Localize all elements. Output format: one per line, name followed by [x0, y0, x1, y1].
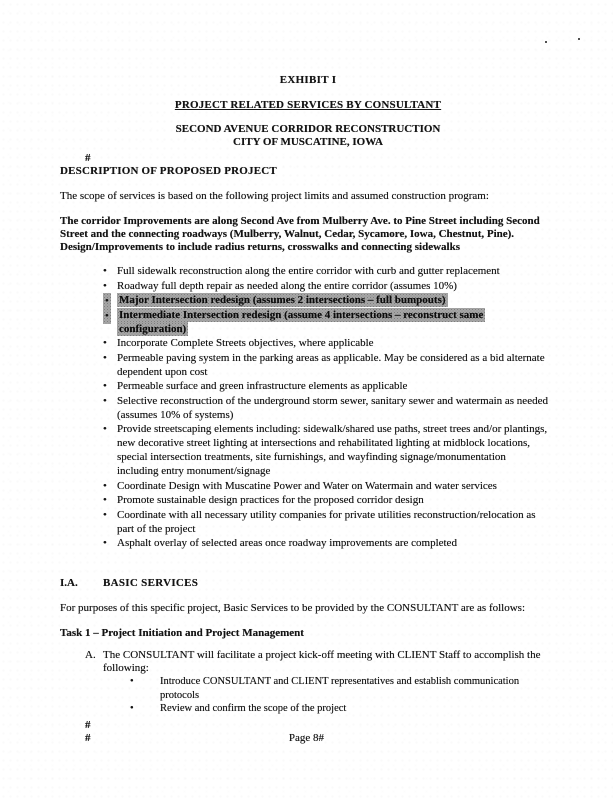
- exhibit-label: EXHIBIT I: [279, 74, 337, 86]
- hash-mark: #: [85, 732, 91, 744]
- page-number: Page 8#: [288, 732, 325, 744]
- project-scope-bullet-list: [102, 264, 550, 550]
- hash-mark: #: [85, 719, 91, 731]
- basic-services-intro-paragraph: For purposes of this specific project, Basic Services to be provided by the CONSULTANT are as follows:: [60, 602, 526, 614]
- document-subtitle: [60, 123, 556, 149]
- kickoff-meeting-sub-bullet-list: [130, 675, 526, 716]
- bullet-item-highlighted: • Major Intersection redesign (assumes 2 intersections – full bumpouts): [102, 293, 550, 307]
- bullet-item: • Permeable paving system in the parking areas as applicable. May be considered as a bid alternate dependent upon cost: [102, 351, 550, 379]
- bullet-item: • Roadway full depth repair as needed along the entire corridor (assumes 10%): [102, 279, 550, 293]
- bullet-item: • Provide streetscaping elements including: sidewalk/shared use paths, street trees and/or plantings, new decorative street lighting at intersections and rehabilitated lighting at midblock locations, special intersection treatments, site furnishings, and wayfinding signage/monumentation including entry monument/signage: [102, 422, 550, 478]
- bullet-item-highlighted: • Intermediate Intersection redesign (assume 4 intersections – reconstruct same configuration): [102, 308, 550, 336]
- bullet-item: • Asphalt overlay of selected areas once roadway improvements are completed: [102, 536, 550, 550]
- item-a-label: A.: [85, 649, 96, 661]
- task-1-heading: Task 1 – Project Initiation and Project Management: [60, 627, 304, 639]
- section-title: BASIC SERVICES: [103, 577, 199, 589]
- section-number: I.A.: [60, 577, 78, 589]
- corridor-statement-paragraph: The corridor Improvements are along Second Ave from Mulberry Ave. to Pine Street including Second Street and the connecting roadways (Mulberry, Walnut, Cedar, Sycamore, Iowa, Chestnut, Pine). Design/Improvements to include radius returns, crosswalks and connecting sidewalks: [60, 215, 540, 253]
- document-title: PROJECT RELATED SERVICES BY CONSULTANT: [174, 99, 442, 111]
- item-a-text: The CONSULTANT will facilitate a project kick-off meeting with CLIENT Staff to accomplish the following:: [103, 649, 541, 674]
- bullet-item: • Coordinate with all necessary utility companies for private utilities reconstruction/relocation as part of the project: [102, 508, 550, 536]
- sub-bullet-item: • Introduce CONSULTANT and CLIENT representatives and establish communication protocols: [130, 675, 526, 702]
- subtitle-project-name: SECOND AVENUE CORRIDOR RECONSTRUCTION: [175, 123, 441, 135]
- bullet-item: • Promote sustainable design practices for the proposed corridor design: [102, 493, 550, 507]
- sub-bullet-item: • Review and confirm the scope of the project: [130, 702, 526, 716]
- bullet-item: • Incorporate Complete Streets objectives, where applicable: [102, 336, 550, 350]
- bullet-item: • Full sidewalk reconstruction along the entire corridor with curb and gutter replacement: [102, 264, 550, 278]
- scan-artifact-dot: [545, 41, 547, 43]
- item-a: [60, 649, 556, 675]
- basic-services-heading: [60, 577, 556, 590]
- description-section-heading: DESCRIPTION OF PROPOSED PROJECT: [60, 165, 277, 177]
- hash-mark: #: [85, 152, 91, 164]
- bullet-item: • Permeable surface and green infrastructure elements as applicable: [102, 379, 550, 393]
- subtitle-city: CITY OF MUSCATINE, IOWA: [233, 136, 383, 148]
- bullet-item: • Selective reconstruction of the underground storm sewer, sanitary sewer and watermain as needed (assumes 10% of systems): [102, 394, 550, 422]
- scope-intro-paragraph: The scope of services is based on the following project limits and assumed construction program:: [60, 190, 489, 202]
- bullet-item: • Coordinate Design with Muscatine Power and Water on Watermain and water services: [102, 479, 550, 493]
- scan-artifact-dot: [578, 38, 580, 40]
